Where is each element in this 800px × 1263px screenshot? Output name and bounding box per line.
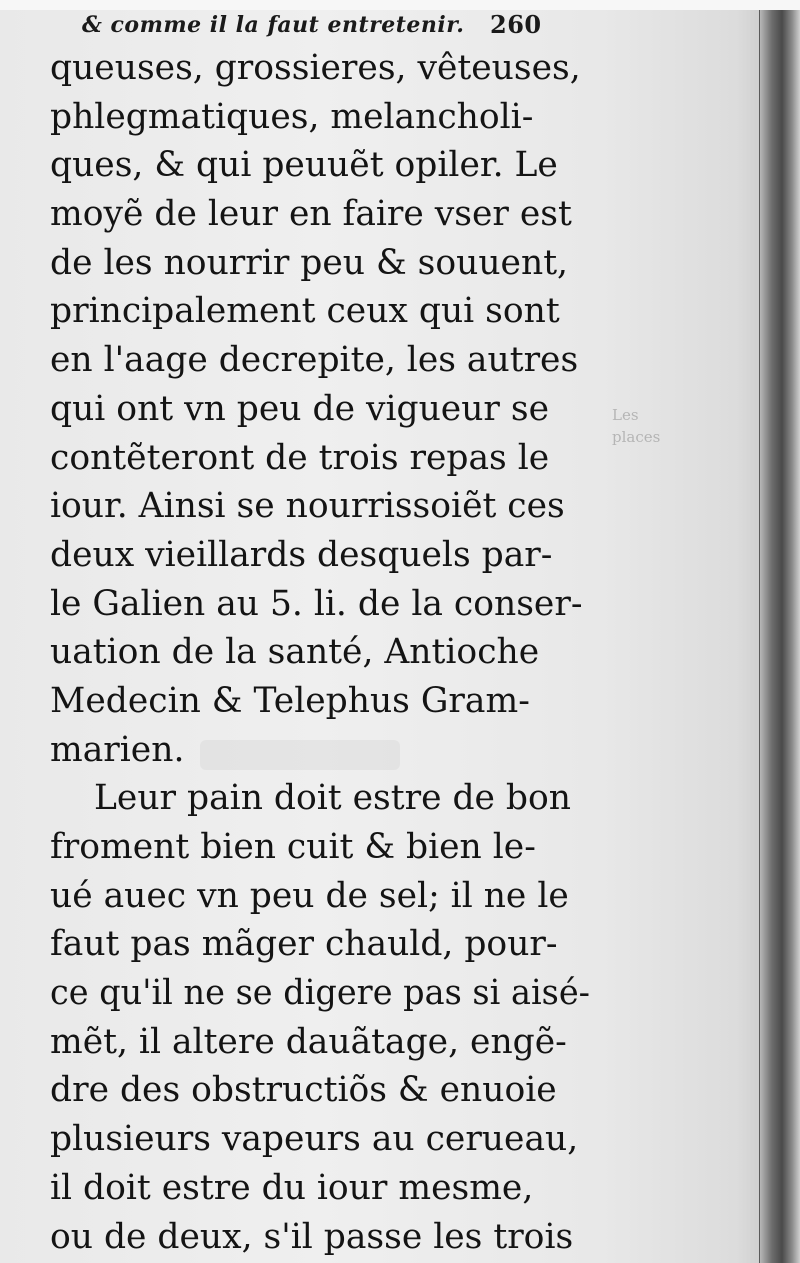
text-line: ué auec vn peu de sel; il ne le bbox=[50, 875, 569, 916]
text-line: ques, & qui peuuẽt opiler. Le bbox=[50, 145, 558, 186]
text-line: iour. Ainsi se nourrissoiẽt ces bbox=[50, 486, 565, 527]
page-number: 260 bbox=[490, 10, 542, 39]
running-head bbox=[82, 8, 582, 44]
text-line: Medecin & Telephus Gram- bbox=[50, 680, 530, 721]
text-line: queuses, grossieres, vêteuses, bbox=[50, 48, 581, 88]
text-line: en l'aage decrepite, les autres bbox=[50, 340, 579, 381]
text-line: dre des obstructiõs & enuoie bbox=[50, 1070, 557, 1111]
margin-note-show-through bbox=[612, 404, 702, 448]
text-line: moyẽ de leur en faire vser est bbox=[50, 194, 572, 235]
text-line: marien. bbox=[50, 729, 185, 770]
text-line: ce qu'il ne se digere pas si aisé- bbox=[50, 973, 591, 1014]
text-line: uation de la santé, Antioche bbox=[50, 632, 540, 673]
text-line: le Galien au 5. li. de la conser- bbox=[50, 583, 583, 624]
body-text bbox=[50, 44, 590, 1261]
text-line: il doit estre du iour mesme, bbox=[50, 1167, 534, 1208]
text-line: contẽteront de trois repas le bbox=[50, 437, 550, 478]
text-line: deux vieillards desquels par- bbox=[50, 534, 553, 575]
text-line: qui ont vn peu de vigueur se bbox=[50, 388, 550, 429]
margin-note-line: places bbox=[612, 428, 661, 446]
text-line: ou de deux, s'il passe les trois bbox=[50, 1216, 574, 1257]
margin-note-line: Les bbox=[612, 406, 639, 424]
text-line: plusieurs vapeurs au cerueau, bbox=[50, 1119, 579, 1160]
text-line: froment bien cuit & bien le- bbox=[50, 827, 536, 867]
paragraph-first-line: Leur pain doit estre de bon bbox=[94, 778, 572, 819]
text-line: mẽt, il altere dauãtage, engẽ- bbox=[50, 1021, 567, 1062]
text-line: de les nourrir peu & souuent, bbox=[50, 242, 569, 283]
page-fore-edge bbox=[760, 10, 800, 1263]
running-head-title: & comme il la faut entretenir. bbox=[82, 12, 465, 38]
text-line: faut pas mãger chauld, pour- bbox=[50, 924, 558, 965]
text-line: phlegmatiques, melancholi- bbox=[50, 96, 534, 137]
text-line: principalement ceux qui sont bbox=[50, 291, 560, 332]
